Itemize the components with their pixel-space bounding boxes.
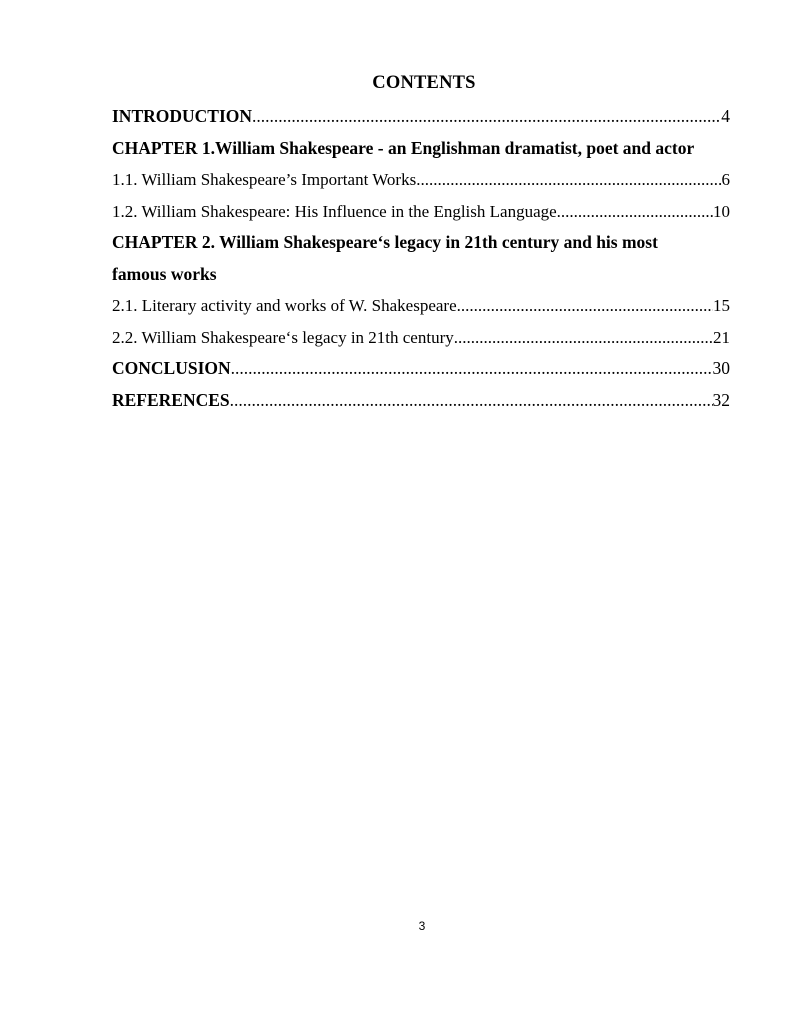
toc-entry-2-1[interactable] xyxy=(112,290,730,322)
toc-entry-1-1[interactable] xyxy=(112,164,730,196)
contents-heading: CONTENTS xyxy=(372,73,476,93)
toc-entry-conclusion[interactable] xyxy=(112,353,730,385)
toc-entry-label: CHAPTER 2. William Shakespeare‘s legacy in 21th century and his most xyxy=(112,232,658,252)
toc-entry-2-2[interactable] xyxy=(112,322,730,354)
toc-entry-1-2[interactable] xyxy=(112,196,730,228)
toc-entry-label: REFERENCES xyxy=(112,389,230,410)
toc-entry-label: 2.2. William Shakespeare‘s legacy in 21th century xyxy=(112,327,454,347)
toc-entry-references[interactable] xyxy=(112,385,730,417)
toc-entry-chapter-2-continued[interactable] xyxy=(112,259,730,291)
toc-entry-label: famous works xyxy=(112,263,217,284)
toc-entry-page: 21 xyxy=(713,327,730,347)
toc-entry-label: 1.2. William Shakespeare: His Influence in the English Language xyxy=(112,201,557,221)
toc-entry-label: CHAPTER 1.William Shakespeare - an Englishman dramatist, poet and actor xyxy=(112,137,695,158)
toc-entry-page: 32 xyxy=(712,389,730,410)
dot-leader xyxy=(230,385,713,417)
toc-entry-label: 1.1. William Shakespeare’s Important Works xyxy=(112,170,417,189)
dot-leader xyxy=(557,196,713,228)
dot-leader xyxy=(252,101,721,133)
page-number: 3 xyxy=(418,919,426,933)
toc-entry-page: 4 xyxy=(721,106,730,126)
toc-entry-label: INTRODUCTION xyxy=(112,106,253,126)
toc-entry-page: 30 xyxy=(712,358,730,378)
toc-entry-label: CONCLUSION xyxy=(112,358,231,378)
toc-entry-page: 15 xyxy=(713,296,730,315)
toc-entry-introduction[interactable] xyxy=(112,101,730,133)
dot-leader xyxy=(454,322,713,354)
dot-leader xyxy=(457,290,713,322)
dot-leader xyxy=(231,353,713,385)
toc-entry-page: 6 xyxy=(721,170,730,189)
table-of-contents xyxy=(112,101,730,416)
dot-leader xyxy=(416,164,721,196)
toc-entry-chapter-1[interactable] xyxy=(112,133,730,165)
toc-entry-page: 10 xyxy=(713,201,730,221)
toc-entry-chapter-2[interactable] xyxy=(112,227,730,259)
toc-entry-label: 2.1. Literary activity and works of W. Shakespeare xyxy=(112,296,457,315)
